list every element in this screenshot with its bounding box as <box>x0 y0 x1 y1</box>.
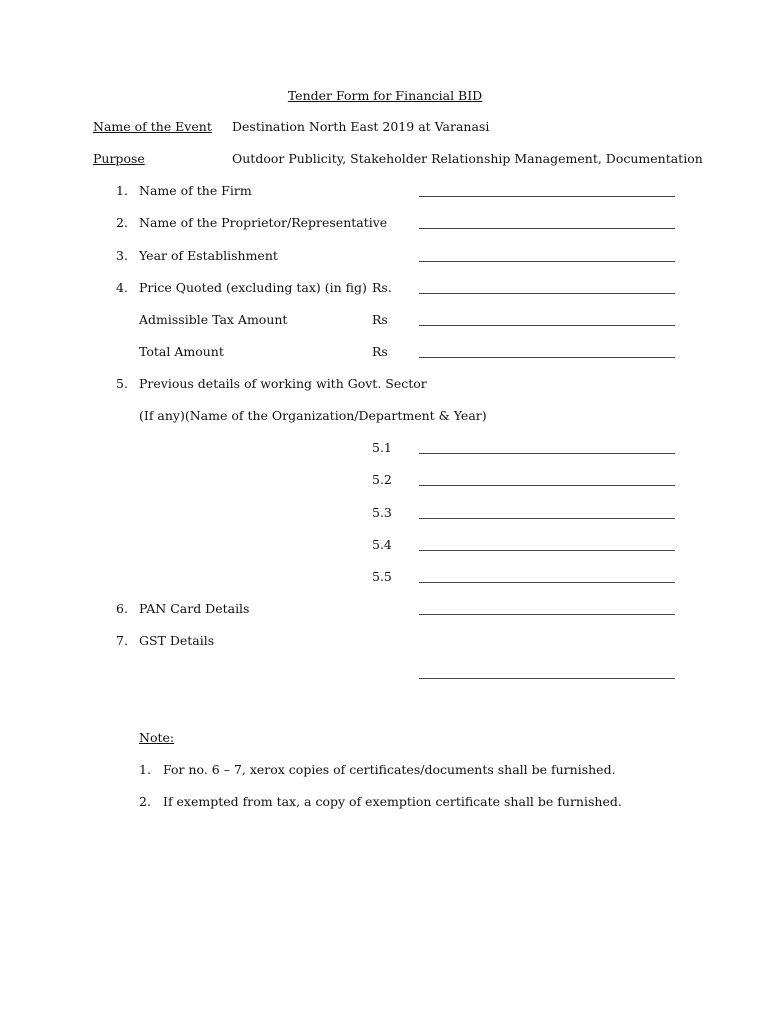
item-label-tax-amount: Admissible Tax Amount <box>139 312 288 327</box>
blank-line-sub-item[interactable] <box>419 453 675 454</box>
item-label-total-amount: Total Amount <box>139 344 224 359</box>
item-number: 6. <box>116 601 128 616</box>
blank-line-gst[interactable] <box>419 678 675 679</box>
blank-line-sub-item[interactable] <box>419 518 675 519</box>
blank-line-sub-item[interactable] <box>419 582 675 583</box>
note-text: If exempted from tax, a copy of exemption certificate shall be furnished. <box>163 794 622 809</box>
item-label-firm-name: Name of the Firm <box>139 183 252 198</box>
blank-line-proprietor[interactable] <box>419 228 675 229</box>
purpose-label: Purpose <box>93 151 145 166</box>
sub-item-number: 5.3 <box>372 505 392 520</box>
sub-item-number: 5.2 <box>372 472 392 487</box>
item-label-govt-experience-detail: (If any)(Name of the Organization/Department & Year) <box>139 408 487 423</box>
event-label: Name of the Event <box>93 119 212 134</box>
blank-line-sub-item[interactable] <box>419 550 675 551</box>
sub-item-number: 5.5 <box>372 569 392 584</box>
blank-line-sub-item[interactable] <box>419 485 675 486</box>
item-number: 2. <box>116 215 128 230</box>
blank-line-price-quoted[interactable] <box>419 293 675 294</box>
item-label-proprietor: Name of the Proprietor/Representative <box>139 215 388 230</box>
item-label-gst: GST Details <box>139 633 215 648</box>
note-heading: Note: <box>139 730 175 745</box>
blank-line-total-amount[interactable] <box>419 357 675 358</box>
blank-line-tax-amount[interactable] <box>419 325 675 326</box>
item-number: 7. <box>116 633 128 648</box>
item-number: 5. <box>116 376 128 391</box>
currency-label: Rs <box>372 312 388 327</box>
form-title: Tender Form for Financial BID <box>287 88 483 103</box>
note-number: 1. <box>139 762 151 777</box>
currency-label: Rs. <box>372 280 392 295</box>
item-label-govt-experience: Previous details of working with Govt. Sector <box>139 376 427 391</box>
blank-line-pan-card[interactable] <box>419 614 675 615</box>
blank-line-firm-name[interactable] <box>419 196 675 197</box>
sub-item-number: 5.4 <box>372 537 392 552</box>
note-text: For no. 6 – 7, xerox copies of certificates/documents shall be furnished. <box>163 762 616 777</box>
item-number: 4. <box>116 280 128 295</box>
item-label-pan-card: PAN Card Details <box>139 601 250 616</box>
sub-item-number: 5.1 <box>372 440 392 455</box>
blank-line-year-established[interactable] <box>419 261 675 262</box>
note-number: 2. <box>139 794 151 809</box>
item-label-price-quoted: Price Quoted (excluding tax) (in fig) <box>139 280 367 295</box>
purpose-value: Outdoor Publicity, Stakeholder Relationship Management, Documentation <box>232 151 703 166</box>
item-label-year-established: Year of Establishment <box>139 248 278 263</box>
event-value: Destination North East 2019 at Varanasi <box>232 119 490 134</box>
item-number: 1. <box>116 183 128 198</box>
item-number: 3. <box>116 248 128 263</box>
currency-label: Rs <box>372 344 388 359</box>
